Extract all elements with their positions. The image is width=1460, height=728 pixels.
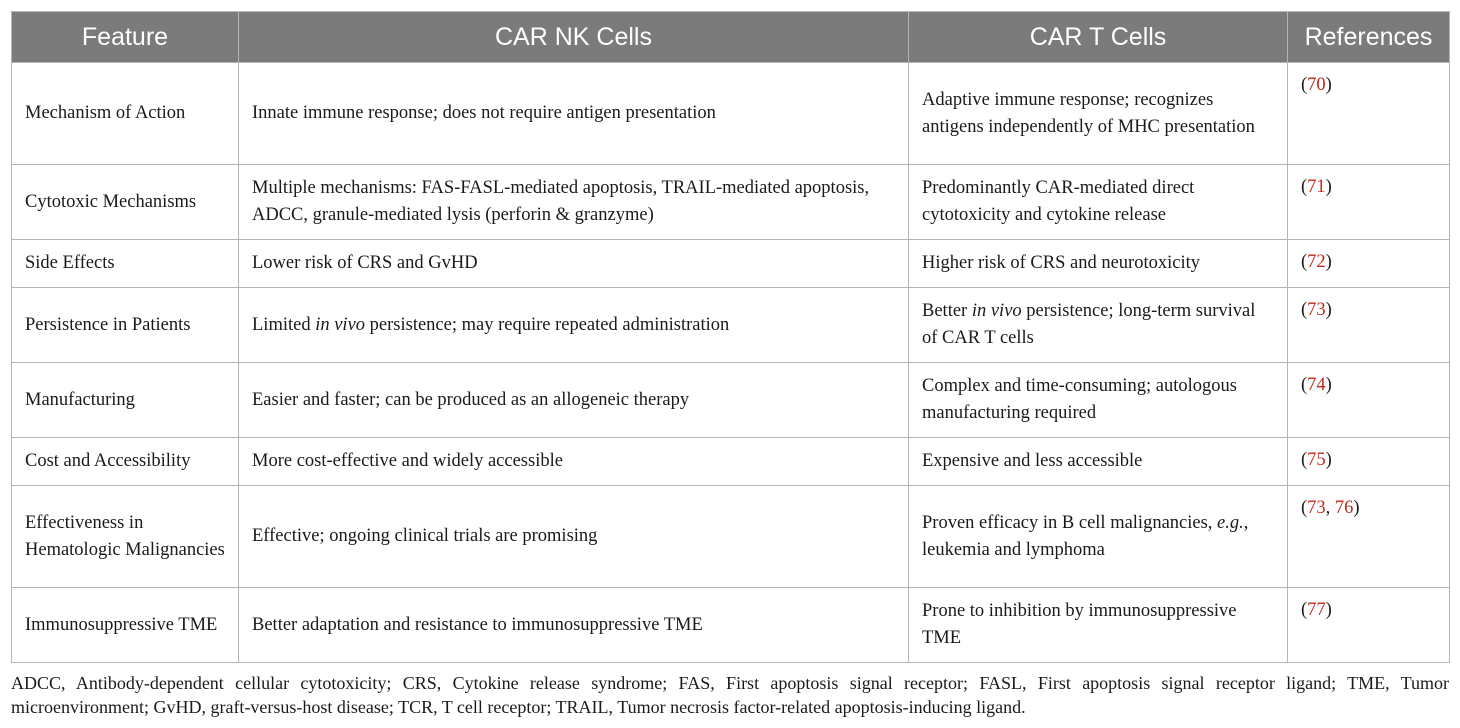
cell-text: Prone to inhibition by immunosuppressive TME xyxy=(922,601,1237,648)
car-nk-cell xyxy=(239,588,909,663)
feature-cell: Mechanism of Action xyxy=(12,63,239,165)
cell-text: Effective; ongoing clinical trials are promising xyxy=(252,526,598,546)
table-row xyxy=(12,165,1450,240)
table-row xyxy=(12,288,1450,363)
table-row xyxy=(12,438,1450,486)
header-feature: Feature xyxy=(12,12,239,63)
paren-open: ( xyxy=(1301,252,1308,272)
header-car-nk: CAR NK Cells xyxy=(239,12,909,63)
cell-text: Innate immune response; does not require antigen presentation xyxy=(252,103,716,123)
references-cell xyxy=(1288,438,1450,486)
reference-link[interactable]: 73 xyxy=(1307,300,1326,320)
table-row xyxy=(12,588,1450,663)
paren-open: ( xyxy=(1301,375,1308,395)
car-nk-cell xyxy=(239,438,909,486)
paren-open: ( xyxy=(1301,498,1308,518)
cell-text: More cost-effective and widely accessible xyxy=(252,451,563,471)
italic-text: in vivo xyxy=(971,301,1022,321)
cell-text: Better adaptation and resistance to immunosuppressive TME xyxy=(252,614,703,635)
references-cell xyxy=(1288,165,1450,240)
car-nk-cell xyxy=(239,63,909,165)
paren-open: ( xyxy=(1301,75,1308,95)
car-t-cell xyxy=(909,165,1288,240)
paren-close: ) xyxy=(1353,498,1360,518)
car-nk-cell xyxy=(239,486,909,588)
cell-text: persistence; may require repeated administration xyxy=(365,314,730,335)
paren-open: ( xyxy=(1301,450,1308,470)
cell-text: Proven efficacy in B cell malignancies, xyxy=(922,512,1218,533)
references-cell xyxy=(1288,588,1450,663)
paren-close: ) xyxy=(1325,177,1332,197)
car-nk-cell xyxy=(239,363,909,438)
feature-cell: Cytotoxic Mechanisms xyxy=(12,165,239,240)
car-nk-cell xyxy=(239,240,909,288)
table-body xyxy=(12,63,1450,663)
paren-open: ( xyxy=(1301,600,1308,620)
italic-text: e.g. xyxy=(1217,512,1244,533)
header-car-t: CAR T Cells xyxy=(909,12,1288,63)
feature-cell: Cost and Accessibility xyxy=(12,438,239,486)
car-nk-cell xyxy=(239,288,909,363)
cell-text: Predominantly CAR-mediated direct cytotoxicity and cytokine release xyxy=(922,178,1195,225)
cell-text: Easier and faster; can be produced as an allogeneic therapy xyxy=(252,389,690,410)
cell-text: Multiple mechanisms: FAS-FASL-mediated apoptosis, TRAIL-mediated apoptosis, ADCC, granule-mediated lysis (perforin & granzyme) xyxy=(252,178,870,225)
paren-close: ) xyxy=(1325,252,1332,272)
car-t-cell xyxy=(909,438,1288,486)
cell-text: Complex and time-consuming; autologous manufacturing required xyxy=(922,376,1237,423)
feature-cell: Persistence in Patients xyxy=(12,288,239,363)
cell-text: Lower risk of CRS and GvHD xyxy=(252,253,478,273)
cell-text: Better xyxy=(922,301,972,321)
paren-close: ) xyxy=(1325,450,1332,470)
reference-link[interactable]: 74 xyxy=(1307,375,1326,395)
car-t-cell xyxy=(909,486,1288,588)
feature-cell: Effectiveness in Hematologic Malignancies xyxy=(12,486,239,588)
references-cell xyxy=(1288,288,1450,363)
header-references: References xyxy=(1288,12,1450,63)
italic-text: in vivo xyxy=(315,314,366,335)
paren-close: ) xyxy=(1325,300,1332,320)
car-t-cell xyxy=(909,588,1288,663)
table-footnote: ADCC, Antibody-dependent cellular cytotoxicity; CRS, Cytokine release syndrome; FAS, First apoptosis signal receptor; FASL, First apoptosis signal receptor ligand; TME, Tumor microenvironment; GvHD, graft-versus-host disease; TCR, T cell receptor; TRAIL, Tumor necrosis factor-related apoptosis-inducing ligand. xyxy=(11,673,1449,717)
references-cell xyxy=(1288,63,1450,165)
feature-cell: Immunosuppressive TME xyxy=(12,588,239,663)
feature-cell: Side Effects xyxy=(12,240,239,288)
car-t-cell xyxy=(909,288,1288,363)
cell-text: Limited xyxy=(252,314,316,335)
cell-text: Adaptive immune response; recognizes antigens independently of MHC presentation xyxy=(922,89,1255,137)
car-t-cell xyxy=(909,63,1288,165)
car-t-cell xyxy=(909,240,1288,288)
table-row xyxy=(12,240,1450,288)
references-cell xyxy=(1288,486,1450,588)
car-nk-cell xyxy=(239,165,909,240)
paren-open: ( xyxy=(1301,300,1308,320)
car-t-cell xyxy=(909,363,1288,438)
feature-cell: Manufacturing xyxy=(12,363,239,438)
reference-link[interactable]: 72 xyxy=(1307,252,1326,272)
table-row xyxy=(12,486,1450,588)
reference-link[interactable]: 71 xyxy=(1307,177,1326,197)
paren-open: ( xyxy=(1301,177,1308,197)
table-row xyxy=(12,363,1450,438)
reference-link[interactable]: 76 xyxy=(1334,498,1354,518)
ref-separator: , xyxy=(1325,498,1335,518)
header-row xyxy=(12,12,1450,63)
comparison-table xyxy=(11,11,1450,663)
cell-text: Expensive and less accessible xyxy=(922,451,1143,471)
reference-link[interactable]: 77 xyxy=(1307,600,1326,620)
cell-text: Higher risk of CRS and neurotoxicity xyxy=(922,253,1200,273)
table-row xyxy=(12,63,1450,165)
references-cell xyxy=(1288,363,1450,438)
reference-link[interactable]: 75 xyxy=(1307,450,1326,470)
references-cell xyxy=(1288,240,1450,288)
cell-text: , leukemia and lymphoma xyxy=(922,512,1249,560)
reference-link[interactable]: 73 xyxy=(1307,498,1326,518)
cell-text: persistence; long-term survival of CAR T cells xyxy=(922,301,1256,348)
paren-close: ) xyxy=(1325,375,1332,395)
paren-close: ) xyxy=(1325,75,1332,95)
paren-close: ) xyxy=(1325,600,1332,620)
reference-link[interactable]: 70 xyxy=(1307,75,1326,95)
